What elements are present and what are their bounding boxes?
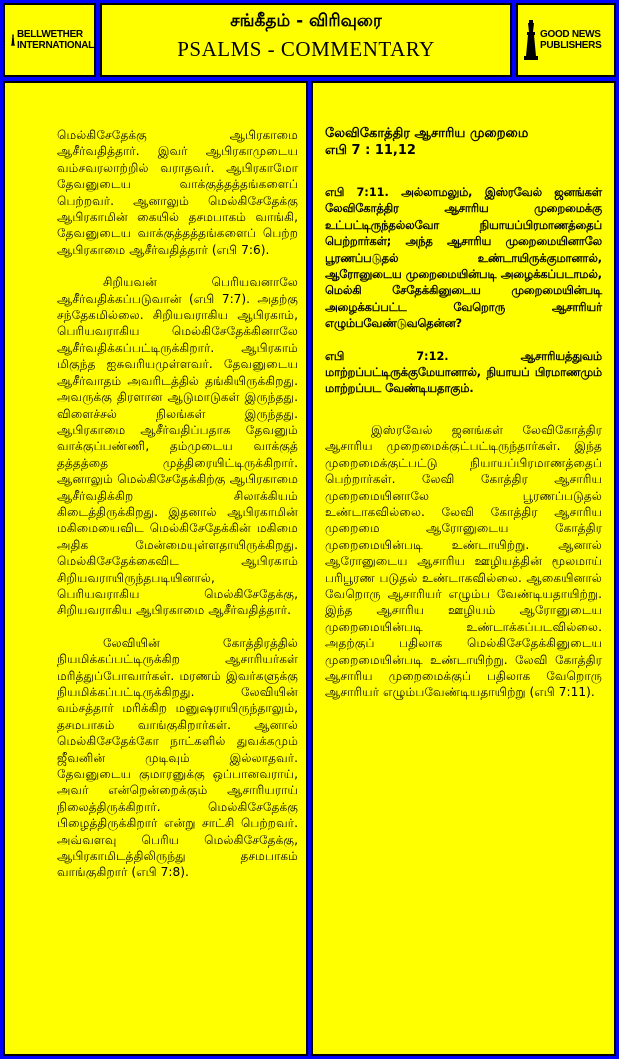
section-heading: [325, 125, 602, 159]
left-paragraph-2: சிறியவன் பெரியவனாலே ஆசீர்வதிக்கப்படுவான் (எபி 7:7). அதற்கு சந்தேகமில்லை. சிறியவராகிய ஆபிரகாம், பெரியவராகிய மெல்கிசேதேக்கினாலே ஆசீர்வதிக்கப்பட்டிருக்கிறார். ஆபிரகாம் மிகுந்த ஐசுவரியமுள்ளவர். தேவனுடைய ஆசீர்வாதம் அவரிடத்தில் தங்கியிருக்கிறது. அவருக்கு திரளான ஆடுமாடுகள் இருந்தது. விளைச்சல் நிலங்கள் இருந்தது. ஆபிரகாமை ஆசீர்வதிப்பதாக தேவனும் வாக்குப்பண்ணி, தம்முடைய வாக்குத் தத்தத்தை முத்திரையிட்டிருக்கிறார். ஆனாலும் மெல்கிசேதேக்கிற்கு ஆபிரகாமை ஆசீர்வதிக்கிற சிலாக்கியம் கிடைத்திருக்கிறது. இதனால் ஆபிரகாமின் மகிமையைவிட மெல்கிசேதேக்கின் மகிமை அதிக மேன்மையுள்ளதாயிருக்கிறது. மெல்கிசேதேக்கைவிட ஆபிரகாம் சிறியவராயிருந்தபடியினால், பெரியவராகிய மெல்கிசேதேக்கு, சிறியவராகிய ஆபிரகாமை ஆசீர்வதித்தார்.: [57, 275, 298, 618]
left-logo-box: [3, 3, 96, 77]
header-title-box: [100, 3, 512, 77]
right-logo-line2: PUBLISHERS: [540, 40, 602, 51]
left-paragraph-3: லேவியின் கோத்திரத்தில் நியமிக்கப்பட்டிருக்கிற ஆசாரியர்கள் மரித்துப்போவார்கள். மரணம் இவர்களுக்கு நியமிக்கப்பட்டிருக்கிறது. லேவியின் வம்சத்தார் மரிக்கிற மனுஷராயிருந்தாலும், தசமபாகம் வாங்குகிறார்கள். ஆனால் மெல்கிசேதேக்கோ நாட்களில் துவக்கமும் ஜீவனின் முடிவும் இல்லாதவர். தேவனுடைய குமாரனுக்கு ஒப்பானவராய், அவர் என்றென்றைக்கும் ஆசாரியராய் நிலைத்திருக்கிறார். மெல்கிசேதேக்கு பிழைத்திருக்கிறார் என்று சாட்சி பெற்றவர். அவ்வளவு பெரிய மெல்கிசேதேக்கு, ஆபிரகாமிடத்திலிருந்து தசமபாகம் வாங்குகிறார் (எபி 7:8).: [57, 635, 298, 880]
section-heading-title: லேவிகோத்திர ஆசாரிய முறைமை: [325, 126, 529, 141]
right-column: [311, 81, 616, 1056]
title-tamil: சங்கீதம் - விரிவுரை: [230, 11, 382, 31]
tower-icon: [524, 20, 538, 60]
commentary-paragraph: இஸ்ரவேல் ஜனங்கள் லேவிகோத்திர ஆசாரிய முறைமைக்குட்பட்டிருந்தார்கள். இந்த முறைமைக்குட்பட்டு நியாயப்பிரமாணத்தைப் பெற்றார்கள். லேவி கோத்திர ஆசாரிய முறைமையினாலே பூரணப்படுதல் உண்டாகவில்லை. லேவி கோத்திர ஆசாரிய முறைமை ஆரோனுடைய கோத்திர முறைமையின்படி உண்டாயிற்று. ஆனால் ஆரோனுடைய ஆசாரிய ஊழியத்தின் மூலமாய் பரிபூரண படுதல் உண்டாகவில்லை. ஆகையினால் வேறொரு ஆசாரியர் எழும்ப வேண்டியதாயிற்று. இந்த ஆசாரிய ஊழியம் ஆரோனுடைய முறைமையின்படி உண்டாக்கப்படவில்லை. அதற்குப் பதிலாக மெல்கிசேதேக்கினுடைய முறைமையின்படி உண்டாயிற்று. லேவி கோத்திர ஆசாரிய முறைமைக்குப் பதிலாக வேறொரு ஆசாரியர் எழும்பவேண்டியதாயிற்று (எபி 7:11).: [325, 422, 602, 700]
left-paragraph-1: மெல்கிசேதேக்கு ஆபிரகாமை ஆசீர்வதித்தார். இவர் ஆபிரகாமுடைய வம்சவரலாற்றில் வராதவர். ஆபிரகாமோ தேவனுடைய வாக்குத்தத்தங்களைப் பெற்றவர். ஆனாலும் மெல்கிசேதேக்கு ஆபிரகாமின் கையில் தசமபாகம் வாங்கி, தேவனுடைய வாக்குத்தத்தங்களைப் பெற்ற ஆபிரகாமை ஆசீர்வதித்தார் (எபி 7:6).: [57, 128, 298, 257]
title-english: PSALMS - COMMENTARY: [177, 37, 435, 61]
right-logo-line1: GOOD NEWS: [540, 29, 601, 40]
tower-icon: [11, 20, 15, 60]
right-logo-box: [516, 3, 616, 77]
left-column: [3, 81, 308, 1056]
verse-7-11: எபி 7:11. அல்லாமலும், இஸ்ரவேல் ஜனங்கள் லேவிகோத்திர ஆசாரிய முறைமைக்கு உட்பட்டிருந்தல்லவோ நியாயப்பிரமாணத்தைப் பெற்றார்கள்; அந்த ஆசாரிய முறைமையினாலே பூரணப்படுதல் உண்டாயிருக்குமானால், ஆரோனுடைய முறைமையின்படி அழைக்கப்படாமல், மெல்கி சேதேக்கினுடைய முறைமையின்படி அழைக்கப்பட்ட வேறொரு ஆசாரியர் எழும்பவேண்டுவதென்ன?: [325, 186, 602, 331]
left-logo-line2: INTERNATIONAL: [16, 40, 94, 51]
section-heading-reference: எபி 7 : 11,12: [325, 143, 416, 158]
left-logo-line1: BELLWETHER: [16, 29, 83, 40]
verse-7-12: எபி 7:12. ஆசாரியத்துவம் மாற்றப்பட்டிருக்குமேயானால், நியாயப் பிரமாணமும் மாற்றப்பட வேண்டியதாகும்.: [325, 349, 602, 396]
